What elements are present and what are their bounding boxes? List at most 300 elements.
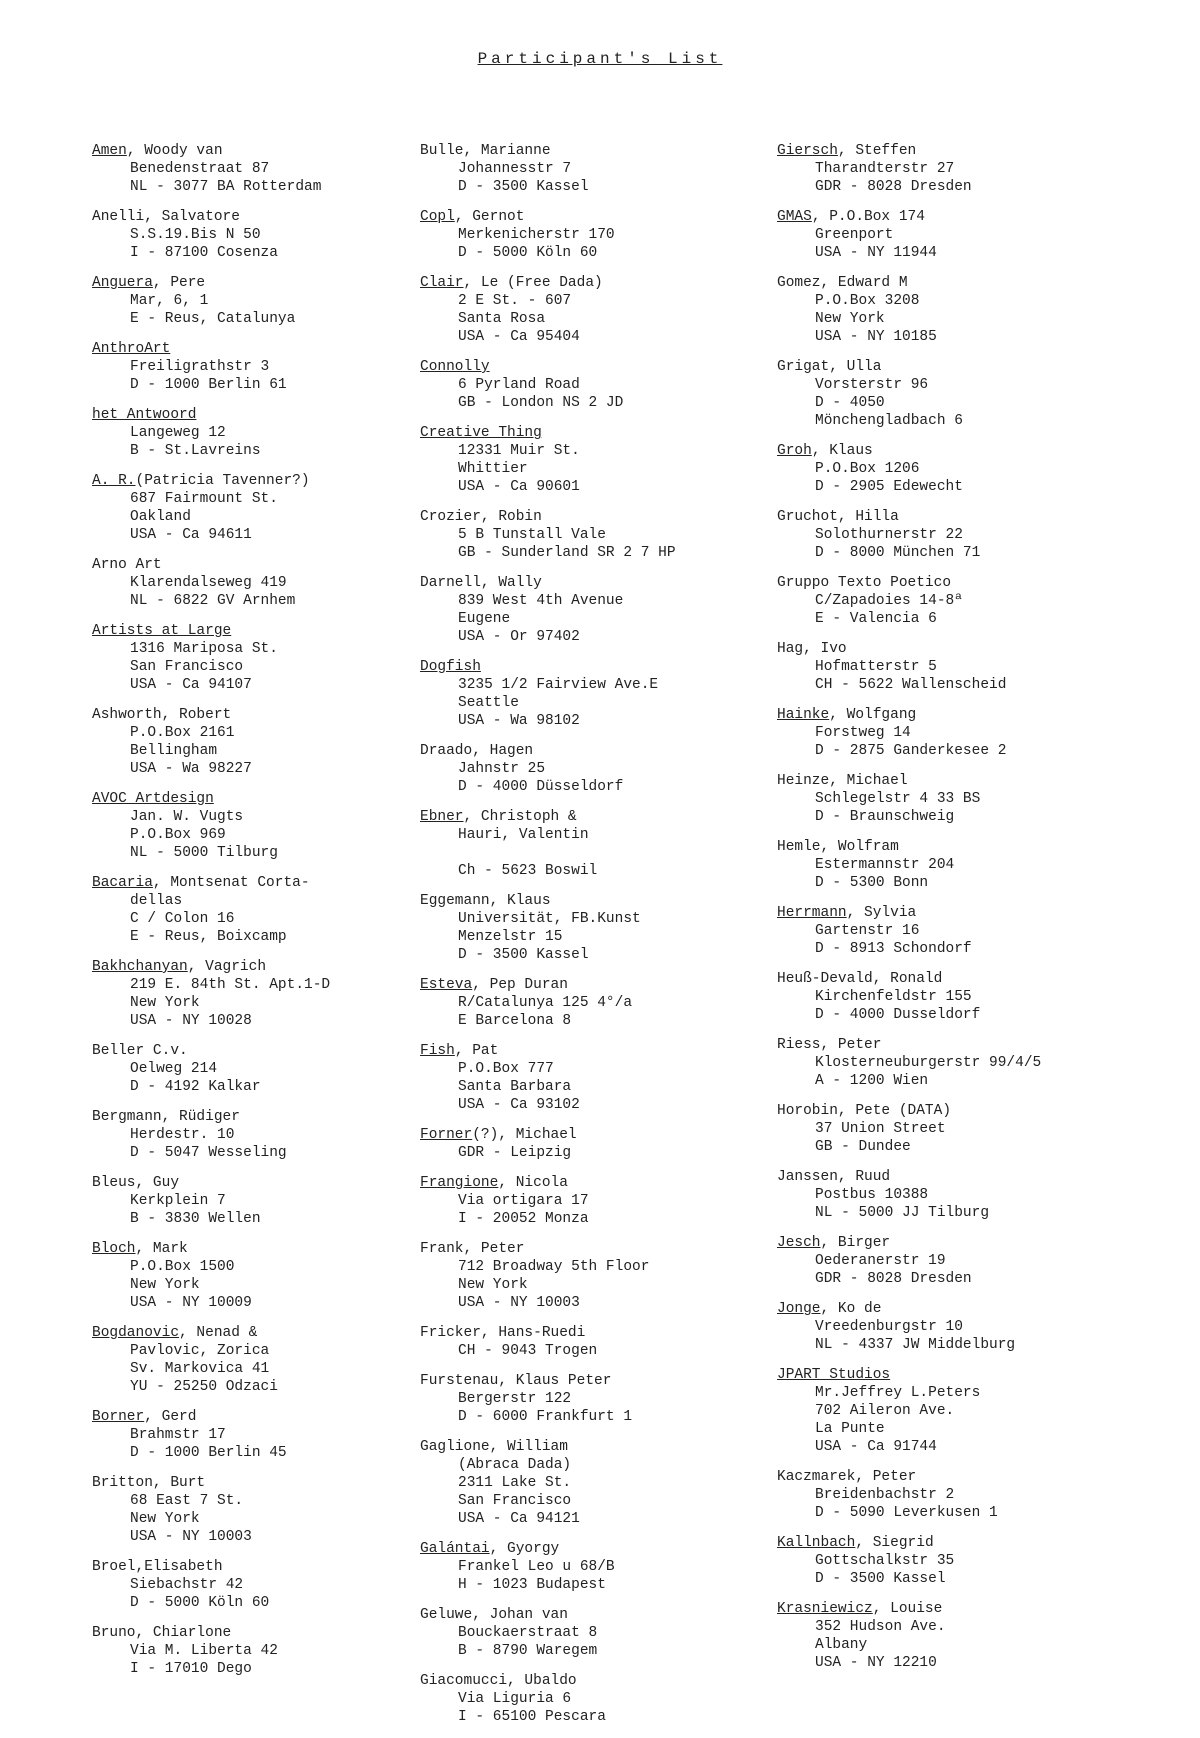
- address-line: Santa Barbara: [458, 1079, 572, 1095]
- address-line: USA - NY 12210: [815, 1655, 937, 1671]
- participant-name: [92, 556, 412, 574]
- participant-entry: [777, 1468, 1177, 1522]
- participant-name-rest: , Le (Free Dada): [463, 275, 603, 291]
- address-line: D - 4192 Kalkar: [130, 1079, 261, 1095]
- participant-name-underlined: A. R.: [92, 473, 136, 489]
- participant-entry: [92, 1174, 412, 1228]
- address-line: [420, 844, 770, 862]
- participant-name-underlined: AnthroArt: [92, 341, 171, 357]
- participant-name: [420, 508, 770, 526]
- participant-name: [420, 1042, 770, 1060]
- participant-name-underlined: Esteva: [420, 977, 473, 993]
- participant-name-rest: Gomez, Edward M: [777, 275, 908, 291]
- participant-name-rest: Kaczmarek, Peter: [777, 1469, 917, 1485]
- page-title: Participant's List: [477, 50, 723, 68]
- participant-name-rest: Britton, Burt: [92, 1475, 206, 1491]
- participant-name-underlined: Anguera: [92, 275, 153, 291]
- address-line: E Barcelona 8: [458, 1013, 572, 1029]
- participant-entry: [420, 142, 770, 196]
- participant-name-rest: , Vagrich: [187, 959, 267, 975]
- participant-name: [92, 1324, 412, 1342]
- address-line: USA - Ca 94611: [130, 527, 252, 543]
- participant-entry: [420, 1540, 770, 1594]
- participant-entry: [777, 142, 1177, 196]
- participant-name: [777, 1366, 1177, 1384]
- participant-name-rest: , Birger: [820, 1235, 891, 1251]
- participant-name-rest: , Siegrid: [855, 1535, 934, 1551]
- address-line: Freiligrathstr 3: [130, 359, 270, 375]
- address-line: New York: [815, 311, 885, 327]
- participant-name-rest: (Patricia Tavenner?): [135, 473, 310, 489]
- participant-name-rest: , Steffen: [837, 143, 917, 159]
- participant-name: [420, 1240, 770, 1258]
- participant-name: [777, 1168, 1177, 1186]
- address-line: San Francisco: [130, 659, 244, 675]
- participant-name: [420, 208, 770, 226]
- participant-name: [777, 640, 1177, 658]
- participant-name-rest: , Gernot: [454, 209, 525, 225]
- address-line: USA - NY 10028: [130, 1013, 252, 1029]
- address-line: Bergerstr 122: [458, 1391, 572, 1407]
- address-line: USA - NY 10009: [130, 1295, 252, 1311]
- participant-name: [92, 874, 412, 892]
- address-line: 6 Pyrland Road: [458, 377, 580, 393]
- participant-name-rest: Anelli, Salvatore: [92, 209, 240, 225]
- address-line: D - Braunschweig: [815, 809, 955, 825]
- participant-name: [777, 1036, 1177, 1054]
- participant-name-underlined: Galántai: [420, 1541, 490, 1557]
- address-line: P.O.Box 3208: [815, 293, 920, 309]
- address-line: USA - NY 10003: [458, 1295, 580, 1311]
- address-line: Johannesstr 7: [458, 161, 572, 177]
- address-line: NL - 3077 BA Rotterdam: [130, 179, 322, 195]
- participant-entry: [777, 1600, 1177, 1672]
- participant-name: [777, 1468, 1177, 1486]
- address-line: D - 3500 Kassel: [458, 947, 589, 963]
- address-line: D - 6000 Frankfurt 1: [458, 1409, 633, 1425]
- participant-name-rest: Heuß-Devald, Ronald: [777, 971, 943, 987]
- participant-entry: [777, 640, 1177, 694]
- address-line: 37 Union Street: [815, 1121, 946, 1137]
- participant-name: [777, 442, 1177, 460]
- participant-entry: [777, 904, 1177, 958]
- participant-name: [92, 208, 412, 226]
- participant-name: [777, 904, 1177, 922]
- participant-entry: [777, 772, 1177, 826]
- address-line: Greenport: [815, 227, 894, 243]
- participant-name-underlined: Dogfish: [420, 659, 481, 675]
- address-line: C/Zapadoies 14-8ª: [815, 593, 963, 609]
- participant-name: [92, 706, 412, 724]
- participant-name: [777, 142, 1177, 160]
- participant-name-underlined: Bakhchanyan: [92, 959, 188, 975]
- participant-name: [777, 706, 1177, 724]
- address-line: Via Liguria 6: [458, 1691, 572, 1707]
- address-line: USA - Wa 98227: [130, 761, 252, 777]
- address-line: E - Reus, Boixcamp: [130, 929, 287, 945]
- participant-name: [92, 1474, 412, 1492]
- address-line: Sv. Markovica 41: [130, 1361, 270, 1377]
- address-line: D - 3500 Kassel: [458, 179, 589, 195]
- address-line: H - 1023 Budapest: [458, 1577, 606, 1593]
- participant-name: [777, 574, 1177, 592]
- participant-name: [777, 358, 1177, 376]
- participant-entry: [92, 874, 412, 946]
- participant-entry: [92, 274, 412, 328]
- address-line: NL - 5000 JJ Tilburg: [815, 1205, 990, 1221]
- address-line: C / Colon 16: [130, 911, 235, 927]
- address-line: Pavlovic, Zorica: [130, 1343, 270, 1359]
- participant-name: [777, 1600, 1177, 1618]
- address-line: Kirchenfeldstr 155: [815, 989, 972, 1005]
- address-line: USA - Ca 91744: [815, 1439, 937, 1455]
- participant-name-rest: Hag, Ivo: [777, 641, 847, 657]
- participant-name-rest: Bergmann, Rüdiger: [92, 1109, 240, 1125]
- participant-entry: [92, 1624, 412, 1678]
- participant-name: [420, 1540, 770, 1558]
- address-line: Gottschalkstr 35: [815, 1553, 955, 1569]
- address-line: D - 4050: [815, 395, 885, 411]
- address-line: USA - Ca 94107: [130, 677, 252, 693]
- address-line: P.O.Box 777: [458, 1061, 554, 1077]
- participant-name-underlined: Groh: [777, 443, 812, 459]
- address-line: New York: [130, 1277, 200, 1293]
- column-3: [777, 142, 1177, 1684]
- participant-entry: [420, 808, 770, 880]
- participant-name: [420, 892, 770, 910]
- participant-entry: [777, 442, 1177, 496]
- address-line: Schlegelstr 4 33 BS: [815, 791, 981, 807]
- address-line: D - 8000 München 71: [815, 545, 981, 561]
- participant-entry: [420, 1672, 770, 1726]
- participant-entry: [777, 1234, 1177, 1288]
- participant-entry: [92, 142, 412, 196]
- participant-entry: [420, 742, 770, 796]
- participant-name-rest: Broel,Elisabeth: [92, 1559, 223, 1575]
- address-line: I - 17010 Dego: [130, 1661, 252, 1677]
- address-line: D - 5000 Köln 60: [130, 1595, 270, 1611]
- participant-entry: [92, 1108, 412, 1162]
- address-line: GB - London NS 2 JD: [458, 395, 624, 411]
- participant-name-rest: Frank, Peter: [420, 1241, 525, 1257]
- participant-entry: [420, 358, 770, 412]
- participant-name-underlined: Amen: [92, 143, 127, 159]
- participant-name-underlined: JPART Studios: [777, 1367, 891, 1383]
- participant-name: [777, 838, 1177, 856]
- address-line: D - 1000 Berlin 61: [130, 377, 287, 393]
- participant-name-rest: , Pere: [152, 275, 206, 291]
- participant-name: [92, 274, 412, 292]
- participant-name: [420, 1126, 770, 1144]
- participant-name-underlined: Frangione: [420, 1175, 499, 1191]
- address-line: Bouckaerstraat 8: [458, 1625, 598, 1641]
- participant-name: [92, 622, 412, 640]
- participant-name: [92, 1108, 412, 1126]
- address-line: Klarendalseweg 419: [130, 575, 287, 591]
- participant-name: [777, 970, 1177, 988]
- participant-name-underlined: Krasniewicz: [777, 1601, 873, 1617]
- participant-name: [420, 976, 770, 994]
- participant-name: [420, 1438, 770, 1456]
- participant-name: [420, 1174, 770, 1192]
- address-line: 2311 Lake St.: [458, 1475, 572, 1491]
- participant-name-underlined: GMAS: [777, 209, 812, 225]
- participant-name-rest: , Ko de: [820, 1301, 882, 1317]
- address-line: USA - Ca 95404: [458, 329, 580, 345]
- address-line: NL - 5000 Tilburg: [130, 845, 278, 861]
- participant-name-rest: , Pep Duran: [472, 977, 568, 993]
- participant-name-underlined: Bacaria: [92, 875, 153, 891]
- participant-name: [420, 1672, 770, 1690]
- participant-entry: [777, 208, 1177, 262]
- participant-entry: [420, 1174, 770, 1228]
- participant-entry: [92, 340, 412, 394]
- participant-entry: [420, 1126, 770, 1162]
- participant-entry: [777, 838, 1177, 892]
- address-line: USA - NY 10185: [815, 329, 937, 345]
- participant-entry: [92, 790, 412, 862]
- participant-name-rest: , Gyorgy: [489, 1541, 560, 1557]
- address-line: P.O.Box 1500: [130, 1259, 235, 1275]
- address-line: Jahnstr 25: [458, 761, 546, 777]
- address-line: I - 87100 Cosenza: [130, 245, 278, 261]
- address-line: I - 65100 Pescara: [458, 1709, 606, 1725]
- address-line: 702 Aileron Ave.: [815, 1403, 955, 1419]
- participant-name-underlined: Artists at Large: [92, 623, 232, 639]
- address-line: D - 3500 Kassel: [815, 1571, 946, 1587]
- address-line: Vorsterstr 96: [815, 377, 929, 393]
- address-line: D - 5300 Bonn: [815, 875, 929, 891]
- participant-name-underlined: Bogdanovic: [92, 1325, 180, 1341]
- participant-entry: [92, 1408, 412, 1462]
- address-line: B - St.Lavreins: [130, 443, 261, 459]
- address-line: GB - Sunderland SR 2 7 HP: [458, 545, 676, 561]
- participant-entry: [777, 970, 1177, 1024]
- participant-entry: [420, 658, 770, 730]
- participant-name-rest: , Nenad &: [179, 1325, 258, 1341]
- participant-entry: [420, 1438, 770, 1528]
- participant-name-underlined: Giersch: [777, 143, 838, 159]
- address-line: Ch - 5623 Boswil: [458, 863, 598, 879]
- address-line: Estermannstr 204: [815, 857, 955, 873]
- address-line: D - 4000 Düsseldorf: [458, 779, 624, 795]
- participant-name-underlined: Copl: [420, 209, 455, 225]
- participant-entry: [420, 1606, 770, 1660]
- participant-name: [92, 1408, 412, 1426]
- address-line: 687 Fairmount St.: [130, 491, 278, 507]
- participant-name: [420, 358, 770, 376]
- address-line: Klosterneuburgerstr 99/4/5: [815, 1055, 1042, 1071]
- participant-entry: [92, 1042, 412, 1096]
- participant-name-underlined: Ebner: [420, 809, 464, 825]
- participant-entry: [92, 1324, 412, 1396]
- participant-name-rest: , Wolfgang: [829, 707, 917, 723]
- participant-entry: [92, 958, 412, 1030]
- participant-name-rest: , Gerd: [144, 1409, 197, 1425]
- participant-entry: [92, 556, 412, 610]
- address-line: Kerkplein 7: [130, 1193, 226, 1209]
- participant-name-rest: Beller C.v.: [92, 1043, 188, 1059]
- participant-name: [420, 274, 770, 292]
- address-line: E - Valencia 6: [815, 611, 937, 627]
- participant-name-rest: , Montsenat Corta-: [152, 875, 310, 891]
- participant-name-rest: , Sylvia: [846, 905, 917, 921]
- participant-name-underlined: Clair: [420, 275, 464, 291]
- participant-entry: [420, 1372, 770, 1426]
- address-line: La Punte: [815, 1421, 885, 1437]
- address-line: 3235 1/2 Fairview Ave.E: [458, 677, 659, 693]
- participant-name-rest: Gaglione, William: [420, 1439, 568, 1455]
- address-line: Tharandterstr 27: [815, 161, 955, 177]
- address-line: Herdestr. 10: [130, 1127, 235, 1143]
- participant-name: [420, 808, 770, 826]
- address-line: Merkenicherstr 170: [458, 227, 615, 243]
- address-line: B - 3830 Wellen: [130, 1211, 261, 1227]
- participant-name-underlined: Jonge: [777, 1301, 821, 1317]
- address-line: Menzelstr 15: [458, 929, 563, 945]
- address-line: S.S.19.Bis N 50: [130, 227, 261, 243]
- address-line: Bellingham: [130, 743, 218, 759]
- address-line: New York: [458, 1277, 528, 1293]
- address-line: E - Reus, Catalunya: [130, 311, 296, 327]
- participant-name-underlined: Kallnbach: [777, 1535, 856, 1551]
- participant-entry: [420, 574, 770, 646]
- address-line: Frankel Leo u 68/B: [458, 1559, 615, 1575]
- address-line: Gartenstr 16: [815, 923, 920, 939]
- address-line: Mönchengladbach 6: [815, 413, 963, 429]
- participant-entry: [420, 892, 770, 964]
- participant-entry: [777, 274, 1177, 346]
- participant-name: [420, 574, 770, 592]
- participant-name: [92, 958, 412, 976]
- participant-entry: [777, 1102, 1177, 1156]
- participant-name-rest: Riess, Peter: [777, 1037, 882, 1053]
- participant-entry: [92, 208, 412, 262]
- participant-name-rest: Gruppo Texto Poetico: [777, 575, 952, 591]
- participant-name-rest: , Pat: [454, 1043, 499, 1059]
- address-line: 712 Broadway 5th Floor: [458, 1259, 650, 1275]
- address-line: GB - Dundee: [815, 1139, 911, 1155]
- participant-entry: [777, 1534, 1177, 1588]
- address-line: D - 4000 Dusseldorf: [815, 1007, 981, 1023]
- participant-name-underlined: Herrmann: [777, 905, 847, 921]
- address-line: D - 8913 Schondorf: [815, 941, 972, 957]
- participant-name-rest: , Louise: [872, 1601, 943, 1617]
- address-line: B - 8790 Waregem: [458, 1643, 598, 1659]
- participant-entry: [777, 358, 1177, 430]
- participant-name: [92, 1240, 412, 1258]
- participant-name: [777, 772, 1177, 790]
- participant-entry: [92, 1474, 412, 1546]
- participant-name-underlined: Connolly: [420, 359, 490, 375]
- participant-name-rest: Fricker, Hans-Ruedi: [420, 1325, 586, 1341]
- address-line: CH - 5622 Wallenscheid: [815, 677, 1007, 693]
- participant-name-rest: Hemle, Wolfram: [777, 839, 899, 855]
- participant-name: [92, 406, 412, 424]
- participant-name: [92, 1624, 412, 1642]
- address-line: Benedenstraat 87: [130, 161, 270, 177]
- participant-name-underlined: Fish: [420, 1043, 455, 1059]
- participant-name-rest: Horobin, Pete (DATA): [777, 1103, 952, 1119]
- participant-name-rest: Ashworth, Robert: [92, 707, 232, 723]
- address-line: I - 20052 Monza: [458, 1211, 589, 1227]
- participant-entry: [777, 574, 1177, 628]
- address-line: San Francisco: [458, 1493, 572, 1509]
- participant-name: [777, 1234, 1177, 1252]
- participant-name-underlined: AVOC Artdesign: [92, 791, 214, 807]
- address-line: Mar, 6, 1: [130, 293, 209, 309]
- participant-entry: [420, 1042, 770, 1114]
- participant-name: [420, 142, 770, 160]
- address-line: Oakland: [130, 509, 191, 525]
- participant-name-rest: , Woody van: [126, 143, 223, 159]
- address-line: 68 East 7 St.: [130, 1493, 244, 1509]
- address-line: Mr.Jeffrey L.Peters: [815, 1385, 981, 1401]
- participant-name: [420, 1324, 770, 1342]
- participant-name: [777, 1102, 1177, 1120]
- participant-entry: [777, 1366, 1177, 1456]
- address-line: New York: [130, 995, 200, 1011]
- address-line: Oederanerstr 19: [815, 1253, 946, 1269]
- participant-entry: [777, 1036, 1177, 1090]
- address-line: 219 E. 84th St. Apt.1-D: [130, 977, 331, 993]
- address-line: Via M. Liberta 42: [130, 1643, 278, 1659]
- address-line: Forstweg 14: [815, 725, 911, 741]
- participant-entry: [92, 472, 412, 544]
- address-line: A - 1200 Wien: [815, 1073, 929, 1089]
- participant-name-rest: , Nicola: [498, 1175, 568, 1191]
- participant-name-underlined: Bloch: [92, 1241, 136, 1257]
- participant-entry: [420, 424, 770, 496]
- address-line: D - 2905 Edewecht: [815, 479, 963, 495]
- participant-name: [420, 424, 770, 442]
- address-line: 839 West 4th Avenue: [458, 593, 624, 609]
- address-line: P.O.Box 969: [130, 827, 226, 843]
- participant-entry: [92, 1558, 412, 1612]
- address-line: Vreedenburgstr 10: [815, 1319, 963, 1335]
- address-line: GDR - Leipzig: [458, 1145, 572, 1161]
- address-line: D - 5000 Köln 60: [458, 245, 598, 261]
- participant-name-rest: , Mark: [135, 1241, 188, 1257]
- address-line: USA - NY 10003: [130, 1529, 252, 1545]
- participant-name: [420, 1606, 770, 1624]
- address-line: Postbus 10388: [815, 1187, 929, 1203]
- address-line: dellas: [130, 893, 183, 909]
- participant-name-rest: Janssen, Ruud: [777, 1169, 891, 1185]
- address-line: USA - Ca 90601: [458, 479, 580, 495]
- participant-name-underlined: het Antwoord: [92, 407, 197, 423]
- address-line: D - 5047 Wesseling: [130, 1145, 287, 1161]
- participant-name-rest: Bleus, Guy: [92, 1175, 180, 1191]
- participant-name: [92, 340, 412, 358]
- column-2: [420, 142, 770, 1738]
- participant-name-rest: , Christoph &: [463, 809, 577, 825]
- participant-name-rest: Bruno, Chiarlone: [92, 1625, 232, 1641]
- participant-name: [92, 142, 412, 160]
- participant-entry: [420, 1324, 770, 1360]
- participant-name: [777, 1300, 1177, 1318]
- participant-entry: [420, 208, 770, 262]
- participant-name-rest: Draado, Hagen: [420, 743, 534, 759]
- participant-name: [92, 1558, 412, 1576]
- participant-name-rest: Grigat, Ulla: [777, 359, 882, 375]
- participant-name-rest: Eggemann, Klaus: [420, 893, 551, 909]
- address-line: Santa Rosa: [458, 311, 546, 327]
- participant-name-rest: Gruchot, Hilla: [777, 509, 899, 525]
- address-line: Hauri, Valentin: [458, 827, 589, 843]
- participant-name: [777, 1534, 1177, 1552]
- address-line: Via ortigara 17: [458, 1193, 589, 1209]
